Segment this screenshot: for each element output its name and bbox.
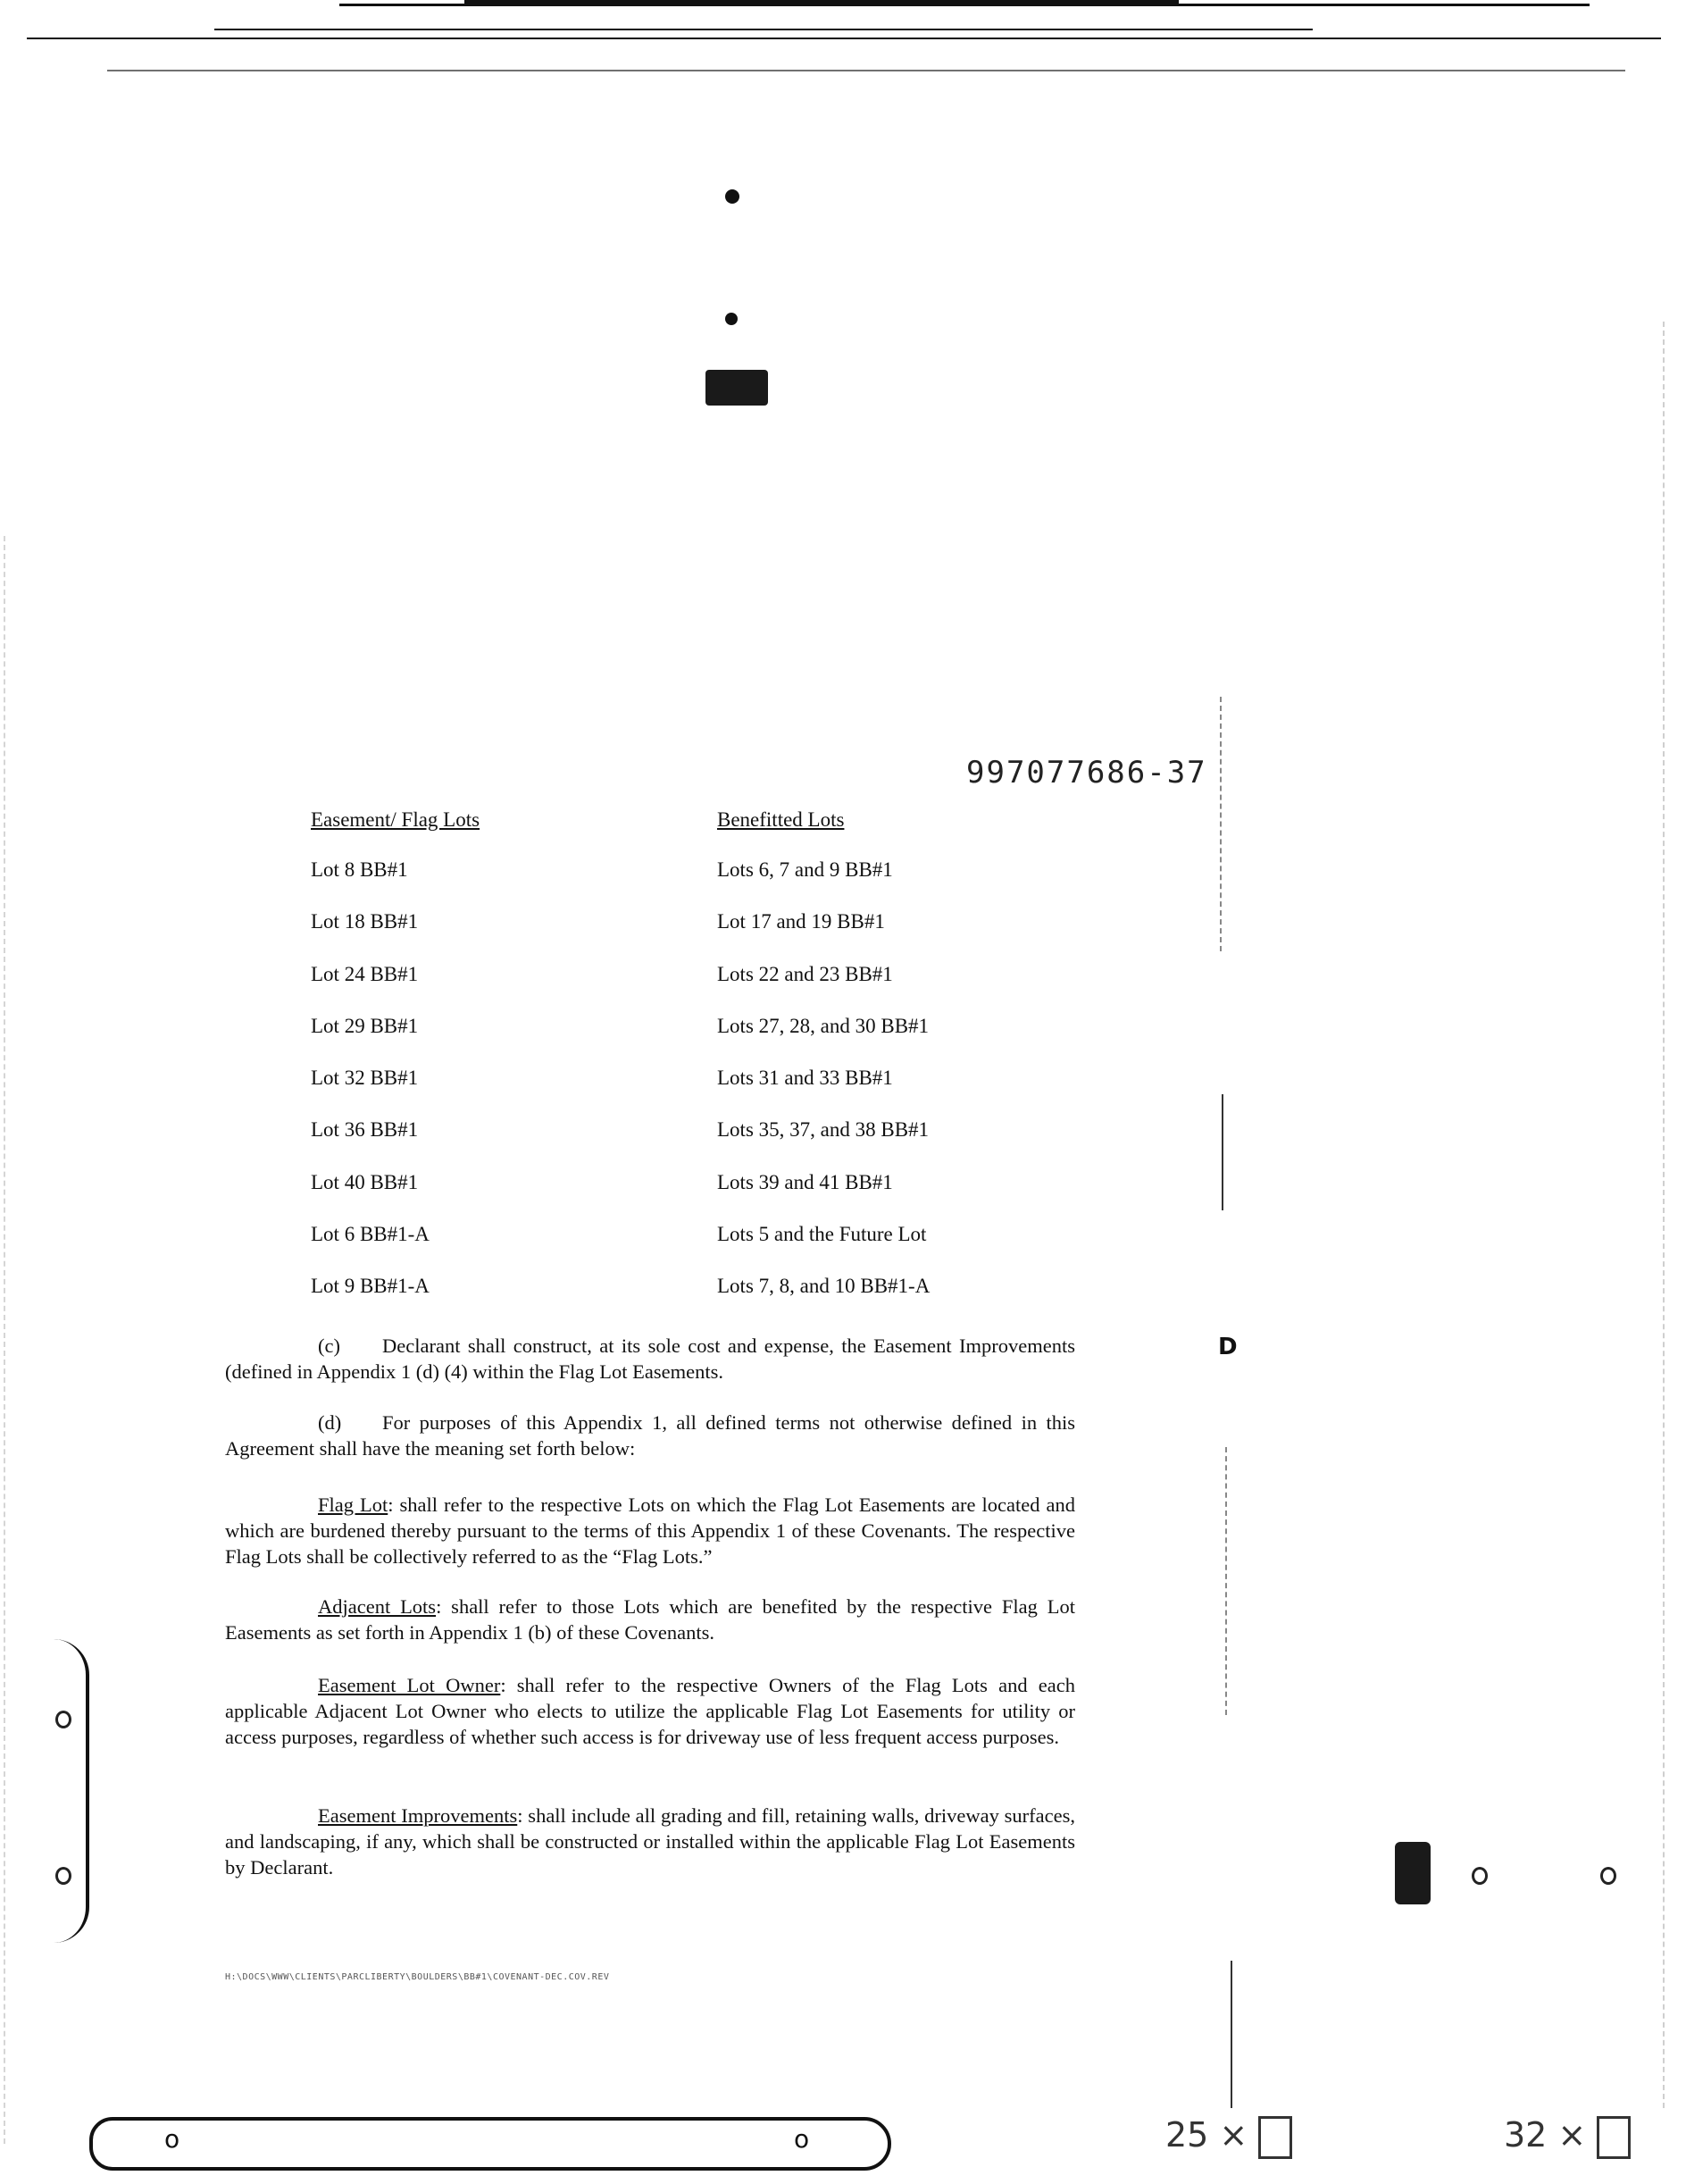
- scan-mark: [1222, 1094, 1223, 1210]
- binder-ring-icon: [1472, 1867, 1488, 1885]
- sheet-frame-icon: [1597, 2116, 1631, 2159]
- benefitted-lots-cell: Lots 39 and 41 BB#1: [717, 1170, 893, 1193]
- footer-ring-left: o: [164, 2124, 180, 2154]
- binder-hole-mark: [725, 313, 738, 325]
- benefitted-lots-cell: Lots 31 and 33 BB#1: [717, 1067, 893, 1090]
- flag-lot-cell: Lot 40 BB#1: [311, 1170, 419, 1193]
- defined-term: Adjacent Lots: [318, 1595, 437, 1618]
- sheet-frame-icon: [1258, 2116, 1292, 2159]
- definition-text: : shall refer to the respective Lots on which the Flag Lot Easements are located and which are burdened thereby pursuant to the terms of this Appendix 1 of these Covenants. The respective Flag Lots shall be collectively referred to as the “Flag Lots.”: [225, 1494, 1075, 1568]
- table-row: [311, 1223, 1025, 1275]
- table-row: [311, 910, 1025, 962]
- flag-lot-cell: Lot 29 BB#1: [311, 1014, 419, 1037]
- scan-mark: [1220, 697, 1222, 951]
- benefitted-lots-cell: Lots 5 and the Future Lot: [717, 1223, 927, 1246]
- paragraph-label: (d): [318, 1411, 342, 1434]
- paragraph-label: (c): [318, 1335, 340, 1357]
- header-easement-flag-lots: Easement/ Flag Lots: [311, 808, 480, 831]
- scan-line: [214, 29, 1313, 30]
- benefitted-lots-cell: Lots 22 and 23 BB#1: [717, 962, 893, 985]
- sheet-size-label: 25 ×: [1165, 2115, 1248, 2155]
- benefitted-lots-cell: Lots 6, 7 and 9 BB#1: [717, 858, 893, 881]
- flag-lot-cell: Lot 6 BB#1-A: [311, 1223, 430, 1246]
- flag-lot-cell: Lot 36 BB#1: [311, 1118, 419, 1142]
- flag-lot-cell: Lot 8 BB#1: [311, 858, 408, 881]
- scan-mark: [1663, 322, 1665, 2108]
- definition-text: : shall refer to the respective Owners of the Flag Lots and each applicable Adjacent Lot Owner who elects to utilize the applicable Flag Lot Easements for utility or access purposes, regardless of whether such access is for driveway use of less frequent access purposes.: [225, 1674, 1076, 1748]
- binder-bracket: [46, 1639, 89, 1943]
- definition-text: : shall include all grading and fill, retaining walls, driveway surfaces, and landscaping, if any, which shall be constructed or installed within the applicable Flag Lot Easements by Declarant.: [225, 1804, 1076, 1879]
- sheet-size-label: 32 ×: [1504, 2115, 1587, 2155]
- flag-lot-cell: Lot 18 BB#1: [311, 910, 419, 933]
- definition-text: : shall refer to those Lots which are benefited by the respective Flag Lot Easements as set forth in Appendix 1 (b) of these Covenants.: [225, 1595, 1075, 1644]
- table-row: [311, 1275, 1025, 1326]
- defined-term: Easement Lot Owner: [318, 1674, 501, 1696]
- paragraph-d: [225, 1410, 1075, 1461]
- definition-easement-improvements: [225, 1803, 1075, 1880]
- table-row: [311, 963, 1025, 1015]
- paragraph-text: Declarant shall construct, at its sole cost and expense, the Easement Improvements (defined in Appendix 1 (d) (4) within the Flag Lot Easements.: [225, 1335, 1075, 1383]
- scan-mark: [1225, 1447, 1227, 1715]
- sheet-size-mark: [1165, 2115, 1292, 2159]
- footer-ring-right: o: [794, 2124, 810, 2154]
- benefitted-lots-cell: Lot 17 and 19 BB#1: [717, 910, 885, 933]
- flag-lot-cell: Lot 9 BB#1-A: [311, 1275, 430, 1298]
- table-row: [311, 858, 1025, 910]
- table-row: [311, 1118, 1025, 1170]
- table-row: [311, 1171, 1025, 1223]
- paragraph-text: For purposes of this Appendix 1, all defined terms not otherwise defined in this Agreement shall have the meaning set forth below:: [225, 1411, 1075, 1460]
- scan-line: [27, 38, 1661, 39]
- lots-table-header: [311, 808, 1025, 858]
- binder-ring-icon: [1600, 1867, 1616, 1885]
- margin-letter: D: [1218, 1334, 1238, 1360]
- scan-smudge: [1395, 1842, 1431, 1904]
- benefitted-lots-cell: Lots 35, 37, and 38 BB#1: [717, 1118, 930, 1142]
- benefitted-lots-cell: Lots 27, 28, and 30 BB#1: [717, 1014, 930, 1037]
- binder-ring-icon: [55, 1711, 71, 1728]
- flag-lot-cell: Lot 32 BB#1: [311, 1067, 419, 1090]
- scan-mark: [4, 536, 5, 2144]
- defined-term: Flag Lot: [318, 1494, 388, 1516]
- binder-ring-icon: [55, 1867, 71, 1885]
- scan-line: [107, 70, 1625, 71]
- scan-line: [464, 0, 1179, 5]
- defined-term: Easement Improvements: [318, 1804, 518, 1827]
- scan-smudge: [705, 370, 768, 406]
- definition-easement-lot-owner: [225, 1672, 1075, 1750]
- paragraph-c: [225, 1333, 1075, 1385]
- footer-binder-bar: [89, 2117, 891, 2171]
- document-number: 997077686-37: [966, 755, 1207, 791]
- definition-flag-lot: [225, 1492, 1075, 1569]
- scan-mark: [1231, 1961, 1232, 2108]
- sheet-size-mark: [1504, 2115, 1631, 2159]
- benefitted-lots-cell: Lots 7, 8, and 10 BB#1-A: [717, 1275, 931, 1298]
- table-row: [311, 1067, 1025, 1118]
- lots-table: [311, 808, 1025, 1327]
- table-row: [311, 1015, 1025, 1067]
- header-benefitted-lots: Benefitted Lots: [717, 808, 845, 831]
- binder-hole-mark: [725, 189, 739, 204]
- definition-adjacent-lots: [225, 1594, 1075, 1645]
- flag-lot-cell: Lot 24 BB#1: [311, 962, 419, 985]
- footer-file-path: H:\DOCS\WWW\CLIENTS\PARCLIBERTY\BOULDERS\BB#1\COVENANT-DEC.COV.REV: [225, 1972, 610, 1982]
